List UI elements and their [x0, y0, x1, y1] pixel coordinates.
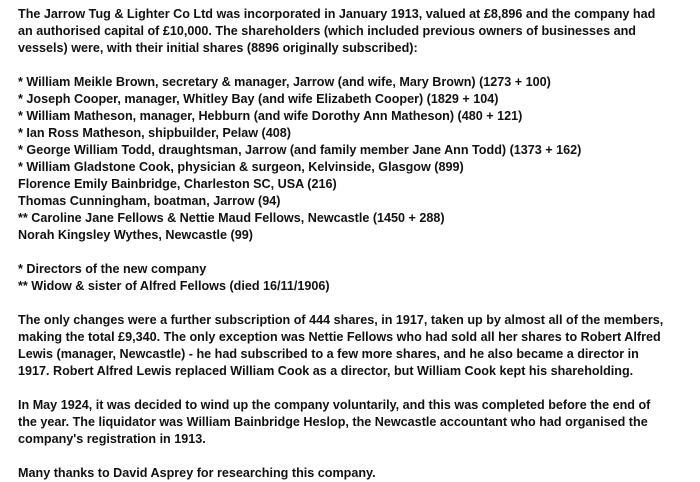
document-body: [18, 6, 694, 482]
paragraph-gap: [18, 244, 694, 261]
shareholder-item: * William Matheson, manager, Hebburn (and wife Dorothy Ann Matheson) (480 + 121): [18, 109, 523, 123]
windup-line: company's registration in 1913.: [18, 432, 206, 446]
windup-paragraph: [18, 397, 694, 448]
changes-line: The only changes were a further subscription of 444 shares, in 1917, taken up by almost all of the members,: [18, 313, 664, 327]
footnote: * Directors of the new company: [18, 262, 207, 276]
windup-line: In May 1924, it was decided to wind up the company voluntarily, and this was completed before the end of: [18, 398, 651, 412]
changes-line: 1917. Robert Alfred Lewis replaced William Cook as a director, but William Cook kept his shareholding.: [18, 364, 634, 378]
shareholder-item: * George William Todd, draughtsman, Jarrow (and family member Jane Ann Todd) (1373 + 162): [18, 143, 582, 157]
paragraph-gap: [18, 380, 694, 397]
thanks-line: Many thanks to David Asprey for researching this company.: [18, 466, 376, 480]
paragraph-gap: [18, 448, 694, 465]
intro-paragraph: [18, 6, 694, 57]
shareholder-item: Thomas Cunningham, boatman, Jarrow (94): [18, 194, 281, 208]
intro-line: an authorised capital of £10,000. The shareholders (which included previous owners of businesses and: [18, 24, 636, 38]
changes-line: making the total £9,340. The only exception was Nettie Fellows who had sold all her shares to Robert Alfred: [18, 330, 661, 344]
thanks-paragraph: [18, 465, 694, 482]
windup-line: the year. The liquidator was William Bainbridge Heslop, the Newcastle accountant who had organised the: [18, 415, 648, 429]
shareholder-list: [18, 74, 694, 244]
shareholder-item: * William Gladstone Cook, physician & surgeon, Kelvinside, Glasgow (899): [18, 160, 464, 174]
shareholder-item: * Ian Ross Matheson, shipbuilder, Pelaw (408): [18, 126, 291, 140]
footnote: ** Widow & sister of Alfred Fellows (died 16/11/1906): [18, 279, 330, 293]
shareholder-item: * William Meikle Brown, secretary & manager, Jarrow (and wife, Mary Brown) (1273 + 100): [18, 75, 551, 89]
paragraph-gap: [18, 295, 694, 312]
changes-paragraph: [18, 312, 694, 380]
paragraph-gap: [18, 57, 694, 74]
changes-line: Lewis (manager, Newcastle) - he had subscribed to a few more shares, and he also became a director in: [18, 347, 639, 361]
footnotes: [18, 261, 694, 295]
intro-line: The Jarrow Tug & Lighter Co Ltd was incorporated in January 1913, valued at £8,896 and the company had: [18, 7, 656, 21]
shareholder-item: Norah Kingsley Wythes, Newcastle (99): [18, 228, 253, 242]
shareholder-item: ** Caroline Jane Fellows & Nettie Maud Fellows, Newcastle (1450 + 288): [18, 211, 445, 225]
intro-line: vessels) were, with their initial shares (8896 originally subscribed):: [18, 41, 418, 55]
shareholder-item: * Joseph Cooper, manager, Whitley Bay (and wife Elizabeth Cooper) (1829 + 104): [18, 92, 499, 106]
shareholder-item: Florence Emily Bainbridge, Charleston SC, USA (216): [18, 177, 337, 191]
